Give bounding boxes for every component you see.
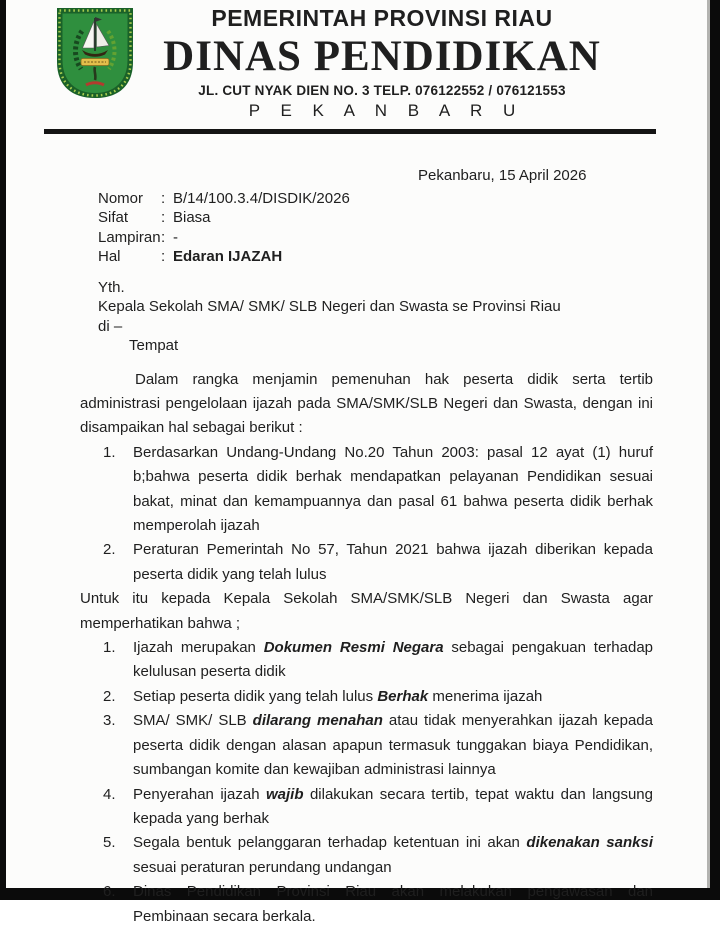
agency-city: P E K A N B A R U: [248, 100, 524, 120]
list-item: Peraturan Pemerintah No 57, Tahun 2021 bahwa ijazah diberikan kepada peserta didik yang telah lulus: [133, 541, 653, 583]
recipient-block: [98, 278, 653, 356]
letter-meta: [98, 189, 653, 267]
meta-row-sifat: [98, 208, 653, 228]
recipient-di: di –: [98, 317, 123, 335]
opening-paragraph: Dalam rangka menjamin pemenuhan hak peserta didik serta tertib administrasi pengelolaan ijazah pada SMA/SMK/SLB Negeri dan Swasta, dengan ini disampaikan hal sebagai berikut :: [80, 370, 653, 437]
list-item: Penyerahan ijazah wajib dilakukan secara tertib, tepat waktu dan langsung kepada yang berhak: [133, 785, 653, 827]
meta-colon: :: [161, 209, 166, 227]
letter-page: [6, 0, 710, 925]
provisions-list: [80, 636, 653, 929]
meta-colon: :: [161, 228, 166, 246]
dateline: Pekanbaru, 15 April 2026: [418, 166, 587, 184]
riau-coat-of-arms-icon: [54, 6, 136, 100]
letterhead-text: [146, 5, 618, 121]
legal-basis-list: [80, 441, 653, 587]
letterhead-divider: [44, 129, 656, 134]
meta-value-subject: Edaran IJAZAH: [173, 248, 283, 266]
meta-value: Biasa: [173, 209, 211, 227]
letterhead: [6, 0, 707, 134]
list-item: Ijazah merupakan Dokumen Resmi Negara sebagai pengakuan terhadap kelulusan peserta didik: [133, 639, 653, 681]
list-item: SMA/ SMK/ SLB dilarang menahan atau tidak menyerahkan ijazah kepada peserta didik dengan alasan apapun termasuk tunggakan biaya Pendidikan, sumbangan komite dan kewajiban administrasi lainnya: [133, 712, 653, 779]
meta-row-lampiran: [98, 228, 653, 248]
meta-label: Sifat: [98, 209, 129, 227]
meta-value: -: [173, 228, 178, 246]
meta-row-hal: [98, 247, 653, 267]
list-item: Segala bentuk pelanggaran terhadap ketentuan ini akan dikenakan sanksi sesuai peraturan perundang undangan: [133, 834, 654, 876]
instruction-paragraph: Untuk itu kepada Kepala Sekolah SMA/SMK/SLB Negeri dan Swasta agar memperhatikan bahwa ;: [80, 590, 653, 632]
agency-name: DINAS PENDIDIKAN: [163, 32, 601, 80]
recipient-place: Tempat: [129, 337, 179, 355]
list-item: Dinas Pendidikan Provinsi Riau akan melakukan pengawasan dan Pembinaan secara berkala.: [133, 883, 653, 925]
agency-address: JL. CUT NYAK DIEN NO. 3 TELP. 076122552 / 076121553: [198, 82, 566, 98]
list-item: Setiap peserta didik yang telah lulus Berhak menerima ijazah: [133, 687, 543, 705]
meta-value: B/14/100.3.4/DISDIK/2026: [173, 189, 350, 207]
letter-content: [6, 166, 707, 929]
meta-colon: :: [161, 248, 166, 266]
government-name: PEMERINTAH PROVINSI RIAU: [211, 5, 553, 31]
recipient-name: Kepala Sekolah SMA/ SMK/ SLB Negeri dan Swasta se Provinsi Riau: [98, 298, 561, 316]
list-item: Berdasarkan Undang-Undang No.20 Tahun 2003: pasal 12 ayat (1) huruf b;bahwa peserta didik berhak mendapatkan pelayanan Pendidikan sesuai bakat, minat dan kemampuannya dan pasal 61 bahwa peserta didik berhak memperolah ijazah: [133, 443, 653, 535]
meta-colon: :: [161, 189, 166, 207]
meta-label: Hal: [98, 248, 121, 266]
letter-body: [80, 368, 653, 929]
meta-label: Nomor: [98, 189, 144, 207]
recipient-salutation: Yth.: [98, 278, 125, 296]
meta-row-nomor: [98, 189, 653, 209]
meta-label: Lampiran: [98, 228, 161, 246]
